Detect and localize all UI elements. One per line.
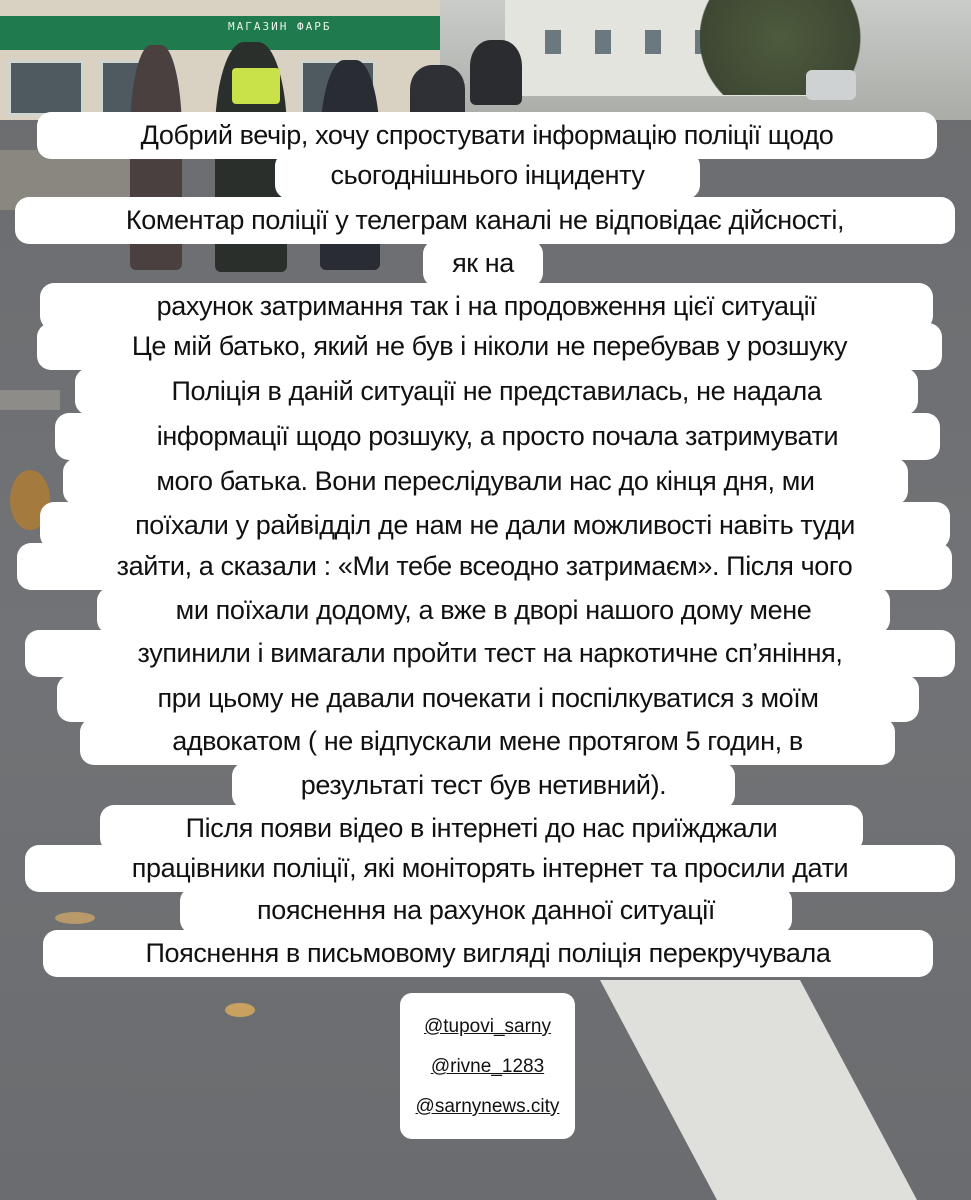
caption-line: працівники поліції, які моніторять інтернет та просили дати: [25, 845, 955, 892]
caption-line: Це мій батько, який не був і ніколи не перебував у розшуку: [37, 323, 942, 370]
caption-line: пояснення на рахунок данної ситуації: [180, 887, 792, 934]
mention-link[interactable]: @tupovi_sarny: [423, 1016, 552, 1037]
caption-line: при цьому не давали почекати і поспілкуватися з моїм: [57, 675, 919, 722]
caption-line: зупинили і вимагали пройти тест на наркотичне сп’яніння,: [25, 630, 955, 677]
caption-line: як на: [423, 240, 543, 287]
caption-line: адвокатом ( не відпускали мене протягом 5 годин, в: [80, 718, 895, 765]
caption-line: Після появи відео в інтернеті до нас приїжджали: [100, 805, 863, 852]
mention-link[interactable]: @rivne_1283: [430, 1056, 545, 1077]
mention-link[interactable]: @sarnynews.city: [415, 1096, 560, 1117]
caption-line: ми поїхали додому, а вже в дворі нашого дому мене: [97, 587, 890, 634]
caption-line: мого батька. Вони переслідували нас до кінця дня, ми: [63, 458, 908, 505]
caption-line: інформації щодо розшуку, а просто почала затримувати: [55, 413, 940, 460]
caption-line: рахунок затримання так і на продовження цієї ситуації: [40, 283, 933, 330]
caption-line: Коментар поліції у телеграм каналі не відповідає дійсності,: [15, 197, 955, 244]
caption-line: результаті тест був нетивний).: [232, 762, 735, 809]
mention-tags: [400, 993, 575, 1139]
caption-line: поїхали у райвідділ де нам не дали можливості навіть туди: [40, 502, 950, 549]
caption-line: сьогоднішнього інциденту: [275, 152, 700, 199]
caption-line: Пояснення в письмовому вигляді поліція перекручувала: [43, 930, 933, 977]
leaf: [225, 1003, 255, 1017]
shop-sign: МАГАЗИН ФАРБ: [228, 20, 332, 33]
caption-line: зайти, а сказали : «Ми тебе всеодно затримаєм». Після чого: [17, 543, 952, 590]
caption-line: Добрий вечір, хочу спростувати інформацію поліції щодо: [37, 112, 937, 159]
caption-line: Поліція в даній ситуації не представилась, не надала: [75, 368, 918, 415]
